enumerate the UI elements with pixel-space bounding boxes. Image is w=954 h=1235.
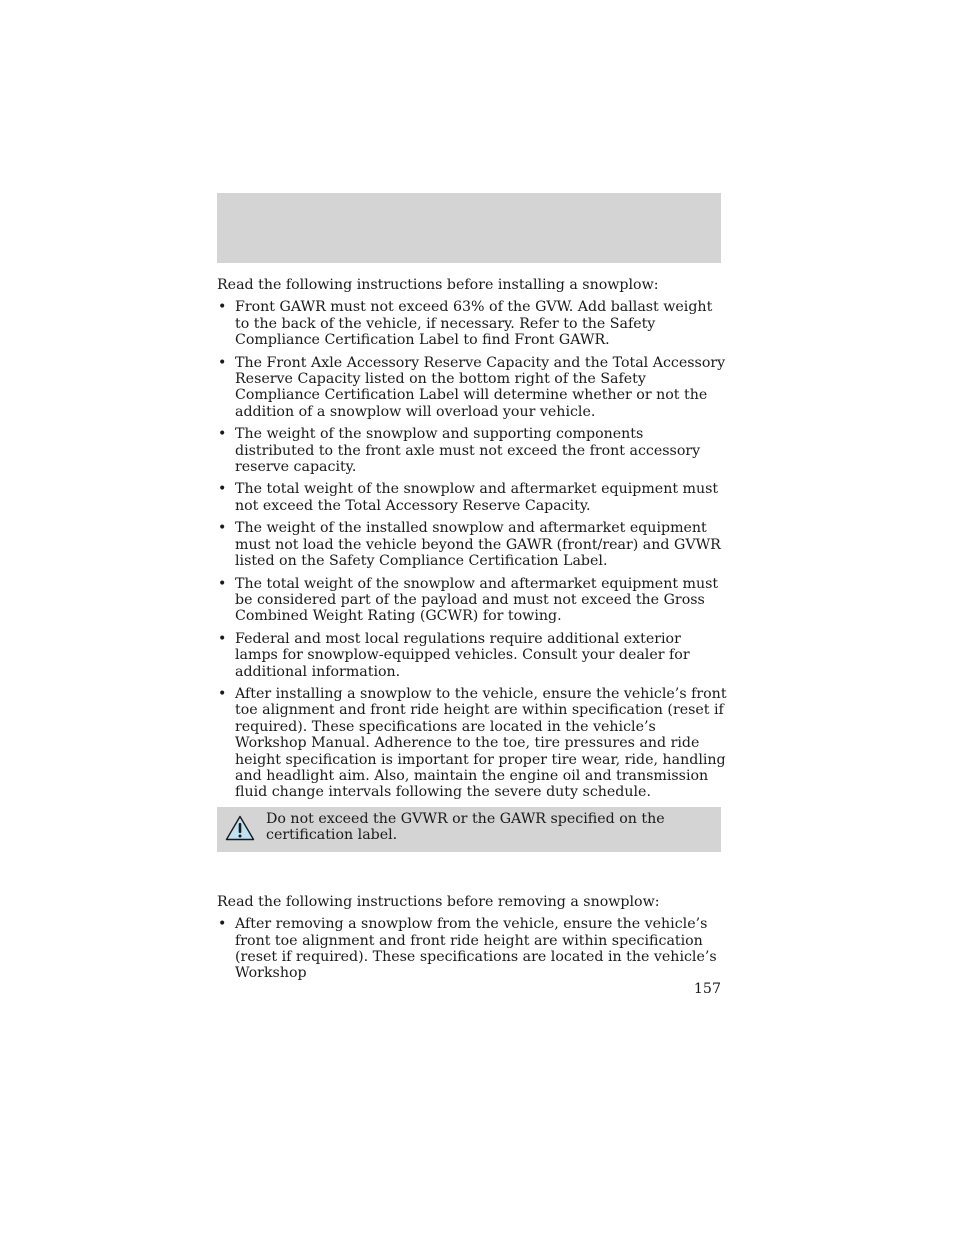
removal-intro: Read the following instructions before removing a snowplow: xyxy=(217,893,660,910)
bullet-glyph: • xyxy=(218,426,227,443)
list-item-text: The weight of the snowplow and supporting components distributed to the front axle must not exceed the front accessory reserve capacity. xyxy=(235,426,701,476)
list-item xyxy=(217,686,727,801)
bullet-glyph: • xyxy=(218,916,227,933)
list-item xyxy=(217,520,727,569)
list-item xyxy=(217,631,727,680)
list-item xyxy=(217,355,727,421)
removal-bullet-list xyxy=(217,916,727,982)
bullet-glyph: • xyxy=(218,354,227,371)
list-item-text: The Front Axle Accessory Reserve Capacity and the Total Accessory Reserve Capacity listed on the bottom right of the Safety Compliance Certification Label will determine whether or not the addition of a snowplow will overload your vehicle. xyxy=(235,354,726,420)
bullet-glyph: • xyxy=(218,520,227,537)
list-item xyxy=(217,916,727,982)
bullet-glyph: • xyxy=(218,685,227,702)
warning-text: Do not exceed the GVWR or the GAWR specified on the certification label. xyxy=(266,810,665,844)
list-item-text: After installing a snowplow to the vehicle, ensure the vehicle’s front toe alignment and front ride height are within specification (reset if required). These specifications are located in the vehicle’s Workshop Manual. Adherence to the toe, tire pressures and ride height specification is important for proper tire wear, ride, handling and headlight aim. Also, maintain the engine oil and transmission fluid change intervals following the severe duty schedule. xyxy=(235,685,727,801)
list-item-text: The weight of the installed snowplow and aftermarket equipment must not load the vehicle beyond the GAWR (front/rear) and GVWR listed on the Safety Compliance Certification Label. xyxy=(235,520,721,570)
install-bullet-list xyxy=(217,299,727,800)
list-item xyxy=(217,481,727,514)
bullet-glyph: • xyxy=(218,299,227,316)
install-intro: Read the following instructions before installing a snowplow: xyxy=(217,277,659,293)
page-number: 157 xyxy=(693,981,721,997)
bullet-glyph: • xyxy=(218,575,227,592)
bullet-glyph: • xyxy=(218,481,227,498)
removal-section xyxy=(217,894,727,982)
header-band xyxy=(217,193,721,263)
page-content xyxy=(217,277,727,988)
list-item-text: Front GAWR must not exceed 63% of the GVW. Add ballast weight to the back of the vehicle, if necessary. Refer to the Safety Compliance Certification Label to find Front GAWR. xyxy=(235,299,713,349)
warning-triangle-icon xyxy=(225,815,255,841)
list-item-text: The total weight of the snowplow and aftermarket equipment must not exceed the Total Accessory Reserve Capacity. xyxy=(235,481,719,514)
list-item-text: After removing a snowplow from the vehicle, ensure the vehicle’s front toe alignment and front ride height are within specification (reset if required). These specifications are located in the vehicle’s Workshop xyxy=(235,916,717,982)
list-item xyxy=(217,426,727,475)
list-item xyxy=(217,576,727,625)
bullet-glyph: • xyxy=(218,630,227,647)
list-item-text: Federal and most local regulations require additional exterior lamps for snowplow-equipped vehicles. Consult your dealer for additional information. xyxy=(235,630,690,680)
list-item xyxy=(217,299,727,348)
warning-box xyxy=(217,807,721,852)
list-item-text: The total weight of the snowplow and aftermarket equipment must be considered part of the payload and must not exceed the Gross Combined Weight Rating (GCWR) for towing. xyxy=(235,575,719,625)
